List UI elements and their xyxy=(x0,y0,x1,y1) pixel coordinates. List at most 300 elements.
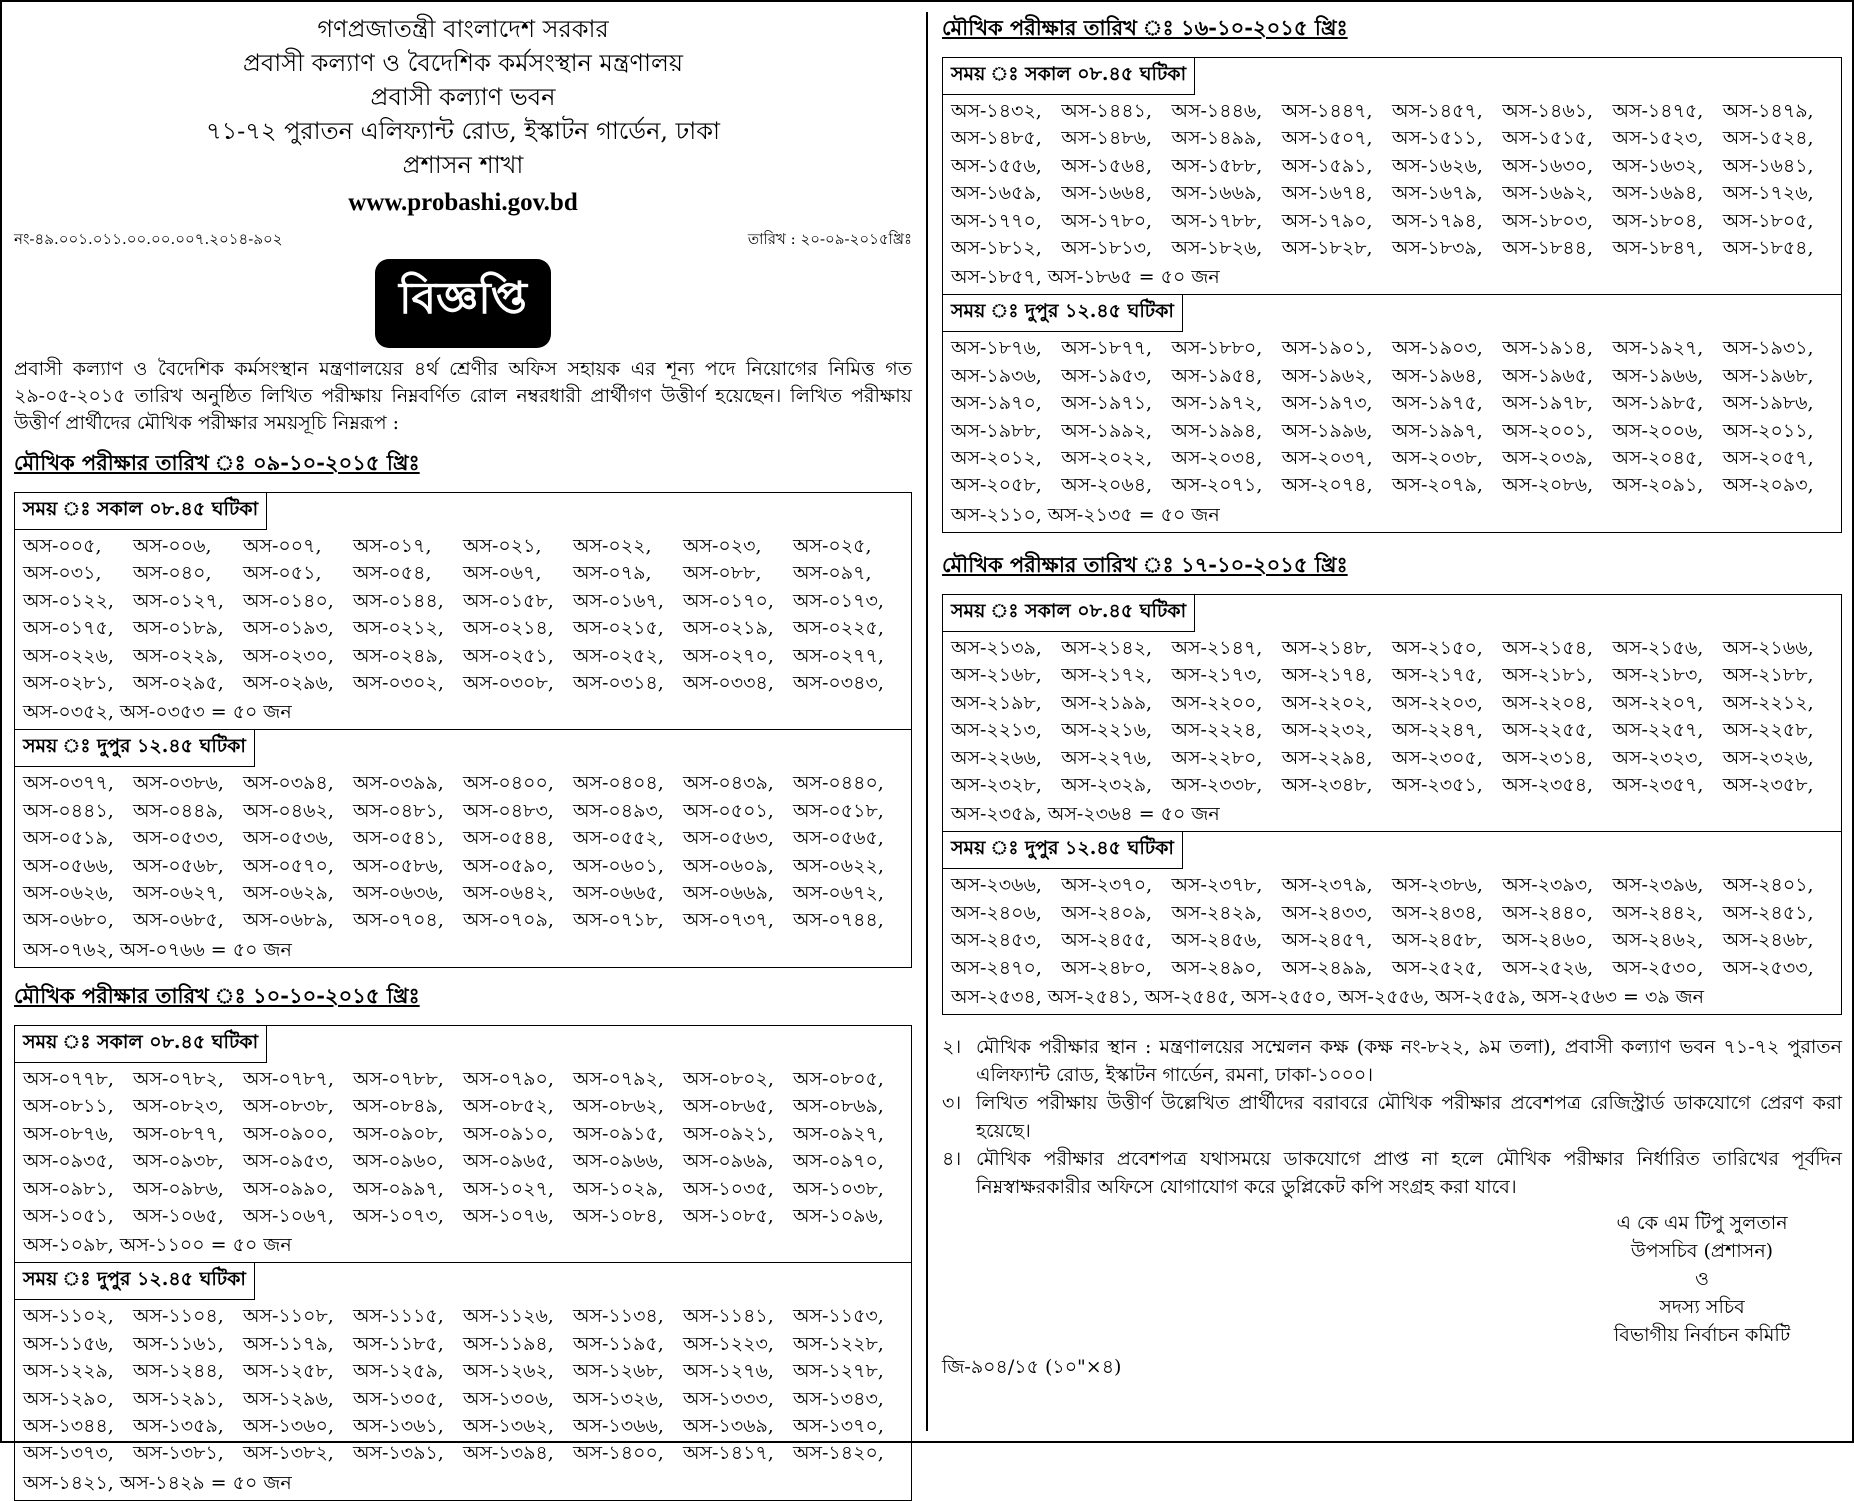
roll-number: অস-১১০৮, xyxy=(243,1305,334,1328)
roll-number: অস-১২২৮, xyxy=(793,1332,884,1355)
roll-number: অস-২২৯৪, xyxy=(1281,746,1373,769)
roll-number: অস-১০৫১, xyxy=(23,1204,114,1227)
slot-title: সময় ঃ দুপুর ১২.৪৫ ঘটিকা xyxy=(943,295,1183,332)
roll-number: অস-১৯৮৮, xyxy=(951,419,1042,442)
roll-number: অস-১৯৬৬, xyxy=(1612,364,1704,387)
roll-number: অস-০০৫, xyxy=(23,535,102,557)
roll-number: অস-১০৩৮, xyxy=(793,1177,884,1200)
roll-number: অস-২৪৯৯, xyxy=(1281,956,1373,979)
roll-number: অস-২৩২৩, xyxy=(1612,746,1704,769)
slot-total: অস-০৩৫২, অস-০৩৫৩ = ৫০ জন xyxy=(23,701,292,724)
roll-number: অস-০৩৩৪, xyxy=(683,672,774,695)
roll-number: অস-২২১৬, xyxy=(1061,719,1153,742)
roll-number: অস-১৯৭০, xyxy=(951,392,1042,415)
roll-number: অস-১৩৩৩, xyxy=(683,1387,774,1410)
roll-number: অস-১৪৬১, xyxy=(1502,100,1594,122)
note-number: ৪। xyxy=(942,1147,962,1170)
roll-number: অস-০৬৬৯, xyxy=(683,882,774,905)
roll-number: অস-১৮২৮, xyxy=(1281,237,1373,260)
note-item xyxy=(942,1145,1842,1201)
roll-number: অস-০৯২১, xyxy=(683,1122,774,1145)
roll-number: অস-০৮৩৮, xyxy=(243,1095,334,1118)
roll-number: অস-০৬৮৫, xyxy=(133,909,224,932)
roll-number: অস-১৪০০, xyxy=(573,1442,664,1465)
roll-number: অস-০১২২, xyxy=(23,589,114,612)
roll-number: অস-১২৯১, xyxy=(133,1387,224,1410)
roll-number: অস-০৮১১, xyxy=(23,1095,114,1118)
signature-block xyxy=(1572,1209,1832,1349)
signatory-committee: বিভাগীয় নির্বাচন কমিটি xyxy=(1613,1323,1791,1346)
roll-number: অস-০৮৬৯, xyxy=(793,1095,884,1118)
roll-number: অস-২৩৮৬, xyxy=(1392,874,1483,897)
roll-number: অস-১৯৩৬, xyxy=(951,364,1042,387)
roll-number: অস-২৩৭৮, xyxy=(1171,874,1263,897)
time-slot xyxy=(15,1262,911,1499)
roll-number: অস-০৫৪, xyxy=(353,562,432,585)
roll-number: অস-১৯৮৫, xyxy=(1612,392,1704,415)
roll-number: অস-১৪৪৬, xyxy=(1171,100,1263,122)
roll-number: অস-১৮৪৪, xyxy=(1502,237,1594,260)
roll-number: অস-১৩৬৯, xyxy=(683,1414,774,1437)
roll-number: অস-২০১১, xyxy=(1722,419,1814,442)
roll-number: অস-০৬০১, xyxy=(573,854,664,877)
roll-number: অস-০১৮৯, xyxy=(133,617,224,640)
roll-number: অস-১৫০৭, xyxy=(1281,127,1373,150)
reference-code: জি-৯০৪/১৫ (১০"×৪) xyxy=(942,1356,1122,1378)
roll-number: অস-২৪৫৭, xyxy=(1281,929,1373,952)
roll-number: অস-১৩২৬, xyxy=(573,1387,664,1410)
roll-number: অস-২১৫৬, xyxy=(1612,636,1704,659)
roll-number: অস-০৫৫২, xyxy=(573,827,664,850)
memo-line xyxy=(14,228,912,253)
roll-number: অস-০৬৭, xyxy=(463,562,542,585)
memo-number: নং-৪৯.০০১.০১১.০০.০০.০০৭.২০১৪-৯০২ xyxy=(14,230,283,248)
roll-number: অস-১১০৪, xyxy=(133,1305,224,1328)
roll-number: অস-০৪৩৯, xyxy=(683,772,774,795)
roll-number: অস-২১৪৮, xyxy=(1281,636,1373,659)
roll-number: অস-২০৭১, xyxy=(1171,474,1263,497)
roll-number: অস-২২৫৭, xyxy=(1612,719,1704,742)
roll-number: অস-১৩০৬, xyxy=(463,1387,554,1410)
roll-grid xyxy=(943,869,1841,984)
letterhead xyxy=(14,12,912,220)
roll-number: অস-০৯১০, xyxy=(463,1122,554,1145)
roll-number: অস-২৩২৮, xyxy=(951,773,1042,796)
roll-number: অস-২৪৪০, xyxy=(1502,901,1594,924)
roll-number: অস-২৪৫৮, xyxy=(1392,929,1483,952)
roll-number: অস-০৫৩৬, xyxy=(243,827,334,850)
roll-number: অস-১২৫৯, xyxy=(353,1360,444,1383)
signatory-role: সদস্য সচিব xyxy=(1659,1295,1745,1318)
branch-name: প্রশাসন শাখা xyxy=(402,151,524,179)
roll-number: অস-১১৫৬, xyxy=(23,1332,114,1355)
roll-number: অস-১৩৭০, xyxy=(793,1414,884,1437)
time-slot xyxy=(15,729,911,966)
roll-number: অস-০৬২২, xyxy=(793,854,884,877)
roll-number: অস-০৫৬৮, xyxy=(133,854,224,877)
roll-number: অস-২৪০৯, xyxy=(1061,901,1153,924)
roll-number: অস-১৯৭৫, xyxy=(1392,392,1483,415)
roll-number: অস-১০৬৫, xyxy=(133,1204,224,1227)
roll-number: অস-১৩০৫, xyxy=(353,1387,444,1410)
roll-number: অস-০৪০, xyxy=(133,562,212,585)
roll-number: অস-১৪২০, xyxy=(793,1442,884,1465)
roll-number: অস-০২৭৭, xyxy=(793,644,884,667)
roll-number: অস-২০৩৪, xyxy=(1171,447,1263,470)
roll-number: অস-০৯৭০, xyxy=(793,1150,884,1173)
roll-number: অস-২১৮৩, xyxy=(1612,664,1704,687)
roll-number: অস-০৪৪৯, xyxy=(133,799,224,822)
roll-number: অস-১৮৭৭, xyxy=(1061,337,1153,360)
roll-number: অস-১২৭৮, xyxy=(793,1360,884,1383)
roll-number: অস-০২৫২, xyxy=(573,644,664,667)
govt-name: গণপ্রজাতন্ত্রী বাংলাদেশ সরকার xyxy=(317,15,609,43)
roll-number: অস-২০০১, xyxy=(1502,419,1594,442)
roll-number: অস-২১৫০, xyxy=(1392,636,1483,659)
roll-number: অস-২৪২৯, xyxy=(1171,901,1263,924)
roll-number: অস-১৭৮৮, xyxy=(1171,209,1263,232)
roll-number: অস-০৩৪৩, xyxy=(793,672,884,695)
roll-number: অস-১৯৮৬, xyxy=(1722,392,1814,415)
roll-number: অস-১৮০৫, xyxy=(1722,209,1814,232)
roll-number: অস-০৮৮, xyxy=(683,562,762,585)
roll-number: অস-১৬৯২, xyxy=(1502,182,1594,205)
roll-number: অস-২৪৮০, xyxy=(1061,956,1153,979)
note-number: ৩। xyxy=(942,1091,962,1114)
roll-number: অস-১৪৭৫, xyxy=(1612,100,1704,122)
roll-number: অস-০৯৭, xyxy=(793,562,872,585)
roll-number: অস-০৬০৯, xyxy=(683,854,774,877)
roll-number: অস-০৮৭৬, xyxy=(23,1122,114,1145)
slot-total: অস-০৭৬২, অস-০৭৬৬ = ৫০ জন xyxy=(23,938,292,961)
roll-number: অস-২৪৪২, xyxy=(1612,901,1704,924)
roll-number: অস-১২২৯, xyxy=(23,1360,114,1383)
roll-number: অস-০৯২৭, xyxy=(793,1122,884,1145)
roll-number: অস-১০৯৬, xyxy=(793,1204,884,1227)
roll-number: অস-১৯৯৭, xyxy=(1392,419,1483,442)
roll-number: অস-১৯২৭, xyxy=(1612,337,1704,360)
roll-number: অস-০৯১৫, xyxy=(573,1122,664,1145)
roll-number: অস-২৩৯৬, xyxy=(1612,874,1704,897)
roll-number: অস-০৭৮২, xyxy=(133,1067,224,1090)
roll-number: অস-১০৮৪, xyxy=(573,1204,664,1227)
roll-number: অস-২৩৭০, xyxy=(1061,874,1153,897)
roll-number: অস-০৭৯০, xyxy=(463,1067,554,1090)
roll-number: অস-১৮০৩, xyxy=(1502,209,1594,232)
roll-number: অস-১৯৩১, xyxy=(1722,337,1814,360)
roll-number: অস-০২৩০, xyxy=(243,644,334,667)
roll-number: অস-২২৬৬, xyxy=(951,746,1042,769)
roll-number: অস-১৮৮০, xyxy=(1171,337,1263,360)
roll-number: অস-০৪০৪, xyxy=(573,772,664,795)
roll-number: অস-১৯৯২, xyxy=(1061,419,1153,442)
roll-number: অস-১৮৪৭, xyxy=(1612,237,1704,260)
roll-number: অস-০৯৩৮, xyxy=(133,1150,224,1173)
roll-grid xyxy=(15,767,911,936)
roll-number: অস-২২৫৫, xyxy=(1502,719,1594,742)
roll-number: অস-১০৮৫, xyxy=(683,1204,774,1227)
roll-number: অস-২২২৪, xyxy=(1171,719,1263,742)
roll-number: অস-২০৩৮, xyxy=(1392,447,1483,470)
roll-number: অস-০৯৬৫, xyxy=(463,1150,554,1173)
roll-number: অস-০২১২, xyxy=(353,617,444,640)
roll-number: অস-২৪৬২, xyxy=(1612,929,1704,952)
roll-number: অস-১৬৩২, xyxy=(1612,154,1704,177)
roll-number: অস-১০৬৭, xyxy=(243,1204,334,1227)
roll-number: অস-১৩৯৪, xyxy=(463,1442,554,1465)
roll-number: অস-২৩৭৯, xyxy=(1281,874,1373,897)
roll-number: অস-১৯৫৪, xyxy=(1171,364,1263,387)
roll-number: অস-১০৩৫, xyxy=(683,1177,774,1200)
roll-number: অস-০৮৭৭, xyxy=(133,1122,224,1145)
roll-number: অস-২৪৩৩, xyxy=(1281,901,1373,924)
roll-grid xyxy=(15,1300,911,1469)
roll-number: অস-২৪৬০, xyxy=(1502,929,1594,952)
roll-number: অস-০৯০০, xyxy=(243,1122,334,1145)
roll-number: অস-১১৬১, xyxy=(133,1332,224,1355)
time-slot xyxy=(15,493,911,729)
roll-number: অস-০৯৯৭, xyxy=(353,1177,444,1200)
note-text: লিখিত পরীক্ষায় উত্তীর্ণ উল্লেখিত প্রার্থীদের বরাবরে মৌখিক পরীক্ষার প্রবেশপত্র রেজিস্ট্রার্ড ডাকযোগে প্রেরণ করা হয়েছে। xyxy=(976,1091,1842,1142)
roll-number: অস-০৩৭৭, xyxy=(23,772,114,795)
roll-number: অস-০৫৮৬, xyxy=(353,854,444,877)
roll-number: অস-০২৫, xyxy=(793,535,872,557)
roll-number: অস-১০২৯, xyxy=(573,1177,664,1200)
roll-number: অস-১৮৭৬, xyxy=(951,337,1042,360)
notice-badge: বিজ্ঞপ্তি xyxy=(375,259,551,348)
roll-number: অস-০৫৬৫, xyxy=(793,827,884,850)
roll-number: অস-২০৮৬, xyxy=(1502,474,1594,497)
roll-number: অস-১৩৯১, xyxy=(353,1442,444,1465)
roll-number: অস-১৪৫৭, xyxy=(1392,100,1483,122)
roll-number: অস-২১৮১, xyxy=(1502,664,1594,687)
roll-number: অস-২২১৩, xyxy=(951,719,1042,742)
roll-number: অস-১৩৭৩, xyxy=(23,1442,114,1465)
roll-number: অস-০৮২৩, xyxy=(133,1095,224,1118)
roll-grid xyxy=(943,332,1841,501)
roll-number: অস-০৩০৮, xyxy=(463,672,554,695)
roll-number: অস-২২০৭, xyxy=(1612,691,1704,714)
roll-number: অস-২১৭৪, xyxy=(1281,664,1373,687)
roll-number: অস-২৪৫৬, xyxy=(1171,929,1263,952)
roll-number: অস-২০৭৪, xyxy=(1281,474,1373,497)
roll-number: অস-০২২৫, xyxy=(793,617,884,640)
roll-number: অস-০৫১৯, xyxy=(23,827,114,850)
roll-number: অস-০৬২৯, xyxy=(243,882,334,905)
roll-number: অস-০২১৪, xyxy=(463,617,554,640)
schedule-date: মৌখিক পরীক্ষার তারিখ ঃ ১৭-১০-২০১৫ খ্রিঃ xyxy=(942,551,1348,577)
roll-number: অস-১৫৬৪, xyxy=(1061,154,1153,177)
roll-number: অস-২৫২৬, xyxy=(1502,956,1594,979)
roll-number: অস-২৩২৯, xyxy=(1061,773,1153,796)
roll-number: অস-১৪১৭, xyxy=(683,1442,774,1465)
schedule-date: মৌখিক পরীক্ষার তারিখ ঃ ১৬-১০-২০১৫ খ্রিঃ xyxy=(942,15,1348,40)
roll-number: অস-২৩৩৮, xyxy=(1171,773,1263,796)
signatory-and: ও xyxy=(1695,1267,1709,1290)
roll-number: অস-১৫৯১, xyxy=(1281,154,1373,177)
roll-number: অস-০১২৭, xyxy=(133,589,224,612)
roll-number: অস-০৪৮৩, xyxy=(463,799,554,822)
roll-number: অস-০৮০৫, xyxy=(793,1067,884,1090)
roll-number: অস-০২১, xyxy=(463,535,542,557)
roll-number: অস-১৯৭৮, xyxy=(1502,392,1594,415)
roll-number: অস-১৭৯০, xyxy=(1281,209,1373,232)
roll-number: অস-০৯৬৬, xyxy=(573,1150,664,1173)
roll-number: অস-০৭৭৮, xyxy=(23,1067,114,1090)
roll-number: অস-০৯৮১, xyxy=(23,1177,114,1200)
roll-number: অস-২০৯৩, xyxy=(1722,474,1814,497)
roll-number: অস-২৩৬৬, xyxy=(951,874,1042,897)
roll-number: অস-২৩৫৭, xyxy=(1612,773,1704,796)
roll-number: অস-১৪৪৭, xyxy=(1281,100,1373,122)
schedule-box xyxy=(942,57,1842,533)
roll-number: অস-০৭৩৭, xyxy=(683,909,774,932)
ministry-name: প্রবাসী কল্যাণ ও বৈদেশিক কর্মসংস্থান মন্ত্রণালয় xyxy=(243,49,683,77)
roll-number: অস-১৯৯৬, xyxy=(1281,419,1373,442)
roll-number: অস-০৮৬২, xyxy=(573,1095,664,1118)
slot-title: সময় ঃ সকাল ০৮.৪৫ ঘটিকা xyxy=(15,493,267,530)
roll-number: অস-২০৬৪, xyxy=(1061,474,1153,497)
signatory-designation: উপসচিব (প্রশাসন) xyxy=(1630,1239,1774,1262)
roll-number: অস-০৯৫৩, xyxy=(243,1150,334,1173)
roll-number: অস-১৬৩০, xyxy=(1502,154,1594,177)
roll-number: অস-২০৫৭, xyxy=(1722,447,1814,470)
roll-number: অস-১৪৭৯, xyxy=(1722,100,1814,122)
slot-title: সময় ঃ দুপুর ১২.৪৫ ঘটিকা xyxy=(943,832,1183,869)
roll-number: অস-০৪৮১, xyxy=(353,799,444,822)
slot-title: সময় ঃ দুপুর ১২.৪৫ ঘটিকা xyxy=(15,1263,255,1300)
roll-number: অস-১৬২৬, xyxy=(1392,154,1483,177)
time-slot xyxy=(943,294,1841,531)
roll-number: অস-১৫২৩, xyxy=(1612,127,1704,150)
roll-number: অস-১০২৭, xyxy=(463,1177,554,1200)
roll-number: অস-২০৩৭, xyxy=(1281,447,1373,470)
website-link[interactable]: www.probashi.gov.bd xyxy=(348,189,578,216)
roll-number: অস-০১৪৪, xyxy=(353,589,444,612)
roll-number: অস-১২৯০, xyxy=(23,1387,114,1410)
roll-number: অস-১৪৯৯, xyxy=(1171,127,1263,150)
roll-number: অস-২১৭৩, xyxy=(1171,664,1263,687)
slot-title: সময় ঃ সকাল ০৮.৪৫ ঘটিকা xyxy=(943,58,1195,95)
roll-number: অস-০২১৯, xyxy=(683,617,774,640)
roll-number: অস-২১৭৫, xyxy=(1392,664,1483,687)
roll-number: অস-০৪৪০, xyxy=(793,772,884,795)
roll-number: অস-১৩৬২, xyxy=(463,1414,554,1437)
roll-number: অস-০৫৪৪, xyxy=(463,827,554,850)
roll-number: অস-০২৮১, xyxy=(23,672,114,695)
signatory-name: এ কে এম টিপু সুলতান xyxy=(1616,1211,1788,1234)
roll-number: অস-০৫০১, xyxy=(683,799,774,822)
roll-number: অস-২১৯৮, xyxy=(951,691,1042,714)
roll-number: অস-১২৪৪, xyxy=(133,1360,224,1383)
slot-title: সময় ঃ দুপুর ১২.৪৫ ঘটিকা xyxy=(15,730,255,767)
roll-number: অস-১৫৫৬, xyxy=(951,154,1042,177)
slot-total: অস-২১১০, অস-২১৩৫ = ৫০ জন xyxy=(951,503,1220,526)
roll-number: অস-০৩৯৯, xyxy=(353,772,444,795)
roll-number: অস-২২৫৮, xyxy=(1722,719,1814,742)
roll-number: অস-২৪৯০, xyxy=(1171,956,1263,979)
roll-number: অস-১৫২৪, xyxy=(1722,127,1814,150)
roll-number: অস-০৬৬৫, xyxy=(573,882,664,905)
roll-number: অস-১৮৩৯, xyxy=(1392,237,1483,260)
roll-number: অস-২০৫৮, xyxy=(951,474,1042,497)
roll-number: অস-০৬৮০, xyxy=(23,909,114,932)
roll-number: অস-১১৫৩, xyxy=(793,1305,884,1328)
note-text: মৌখিক পরীক্ষার প্রবেশপত্র যথাসময়ে ডাকযোগে প্রাপ্ত না হলে মৌখিক পরীক্ষার নির্ধারিত তারিখের পূর্বদিন নিম্নস্বাক্ষরকারীর অফিসে যোগাযোগ করে ডুপ্লিকেট কপি সংগ্রহ করা যাবে। xyxy=(976,1147,1842,1198)
roll-number: অস-০২২৬, xyxy=(23,644,114,667)
roll-number: অস-১৮২৬, xyxy=(1171,237,1263,260)
roll-number: অস-২৫২৫, xyxy=(1392,956,1483,979)
roll-number: অস-০৬৭২, xyxy=(793,882,884,905)
roll-number: অস-১৬৯৪, xyxy=(1612,182,1704,205)
address: ৭১-৭২ পুরাতন এলিফ্যান্ট রোড, ইস্কাটন গার্ডেন, ঢাকা xyxy=(206,117,720,145)
roll-number: অস-১২৭৬, xyxy=(683,1360,774,1383)
roll-number: অস-১৬৭৪, xyxy=(1281,182,1373,205)
roll-number: অস-০১৭০, xyxy=(683,589,774,612)
roll-number: অস-১৯৭২, xyxy=(1171,392,1263,415)
building-name: প্রবাসী কল্যাণ ভবন xyxy=(370,83,556,111)
roll-number: অস-২০৭৯, xyxy=(1392,474,1483,497)
roll-number: অস-১৮১৩, xyxy=(1061,237,1153,260)
roll-number: অস-২১৪৭, xyxy=(1171,636,1263,659)
roll-number: অস-১৪৪১, xyxy=(1061,100,1153,122)
roll-number: অস-০২২৯, xyxy=(133,644,224,667)
roll-number: অস-০১৭৩, xyxy=(793,589,884,612)
roll-number: অস-১৩৮১, xyxy=(133,1442,224,1465)
roll-number: অস-১১৩৪, xyxy=(573,1305,664,1328)
roll-number: অস-১৯০১, xyxy=(1281,337,1373,360)
roll-number: অস-১৮০৪, xyxy=(1612,209,1704,232)
roll-number: অস-২০০৬, xyxy=(1612,419,1704,442)
roll-number: অস-১২৬৮, xyxy=(573,1360,664,1383)
roll-number: অস-২৩২৬, xyxy=(1722,746,1814,769)
notes xyxy=(942,1033,1842,1201)
roll-number: অস-২২০৪, xyxy=(1502,691,1594,714)
roll-number: অস-০১৬৭, xyxy=(573,589,664,612)
roll-number: অস-০৬২৭, xyxy=(133,882,224,905)
roll-number: অস-১৪৩২, xyxy=(951,100,1042,122)
slot-title: সময় ঃ সকাল ০৮.৪৫ ঘটিকা xyxy=(943,595,1195,632)
roll-number: অস-১১১৫, xyxy=(353,1305,444,1328)
roll-number: অস-০৩১৪, xyxy=(573,672,664,695)
roll-number: অস-০২২, xyxy=(573,535,652,557)
time-slot xyxy=(943,58,1841,294)
roll-number: অস-০২১৫, xyxy=(573,617,664,640)
roll-grid xyxy=(15,530,911,699)
roll-number: অস-২৩১৪, xyxy=(1502,746,1594,769)
roll-number: অস-০৬৪২, xyxy=(463,882,554,905)
roll-number: অস-০৬৩৬, xyxy=(353,882,444,905)
roll-number: অস-২৫৩৩, xyxy=(1722,956,1814,979)
roll-number: অস-২৩০৫, xyxy=(1392,746,1483,769)
roll-number: অস-০৫৬৩, xyxy=(683,827,774,850)
roll-number: অস-১১৯৪, xyxy=(463,1332,554,1355)
schedule-box xyxy=(14,1025,912,1501)
roll-number: অস-০৩৯৪, xyxy=(243,772,334,795)
roll-number: অস-০৭৮৮, xyxy=(353,1067,444,1090)
roll-number: অস-০৫৩৩, xyxy=(133,827,224,850)
roll-number: অস-১৩৮২, xyxy=(243,1442,334,1465)
memo-date: তারিখ : ২০-০৯-২০১৫খ্রিঃ xyxy=(747,230,912,248)
roll-number: অস-২০৯১, xyxy=(1612,474,1704,497)
roll-number: অস-১৯৬৮, xyxy=(1722,364,1814,387)
roll-number: অস-১১০২, xyxy=(23,1305,114,1328)
roll-number: অস-০০৭, xyxy=(243,535,322,557)
roll-number: অস-০১৭৫, xyxy=(23,617,114,640)
roll-number: অস-২৪৩৪, xyxy=(1392,901,1483,924)
roll-number: অস-০৩০২, xyxy=(353,672,444,695)
roll-number: অস-২৪০৬, xyxy=(951,901,1042,924)
